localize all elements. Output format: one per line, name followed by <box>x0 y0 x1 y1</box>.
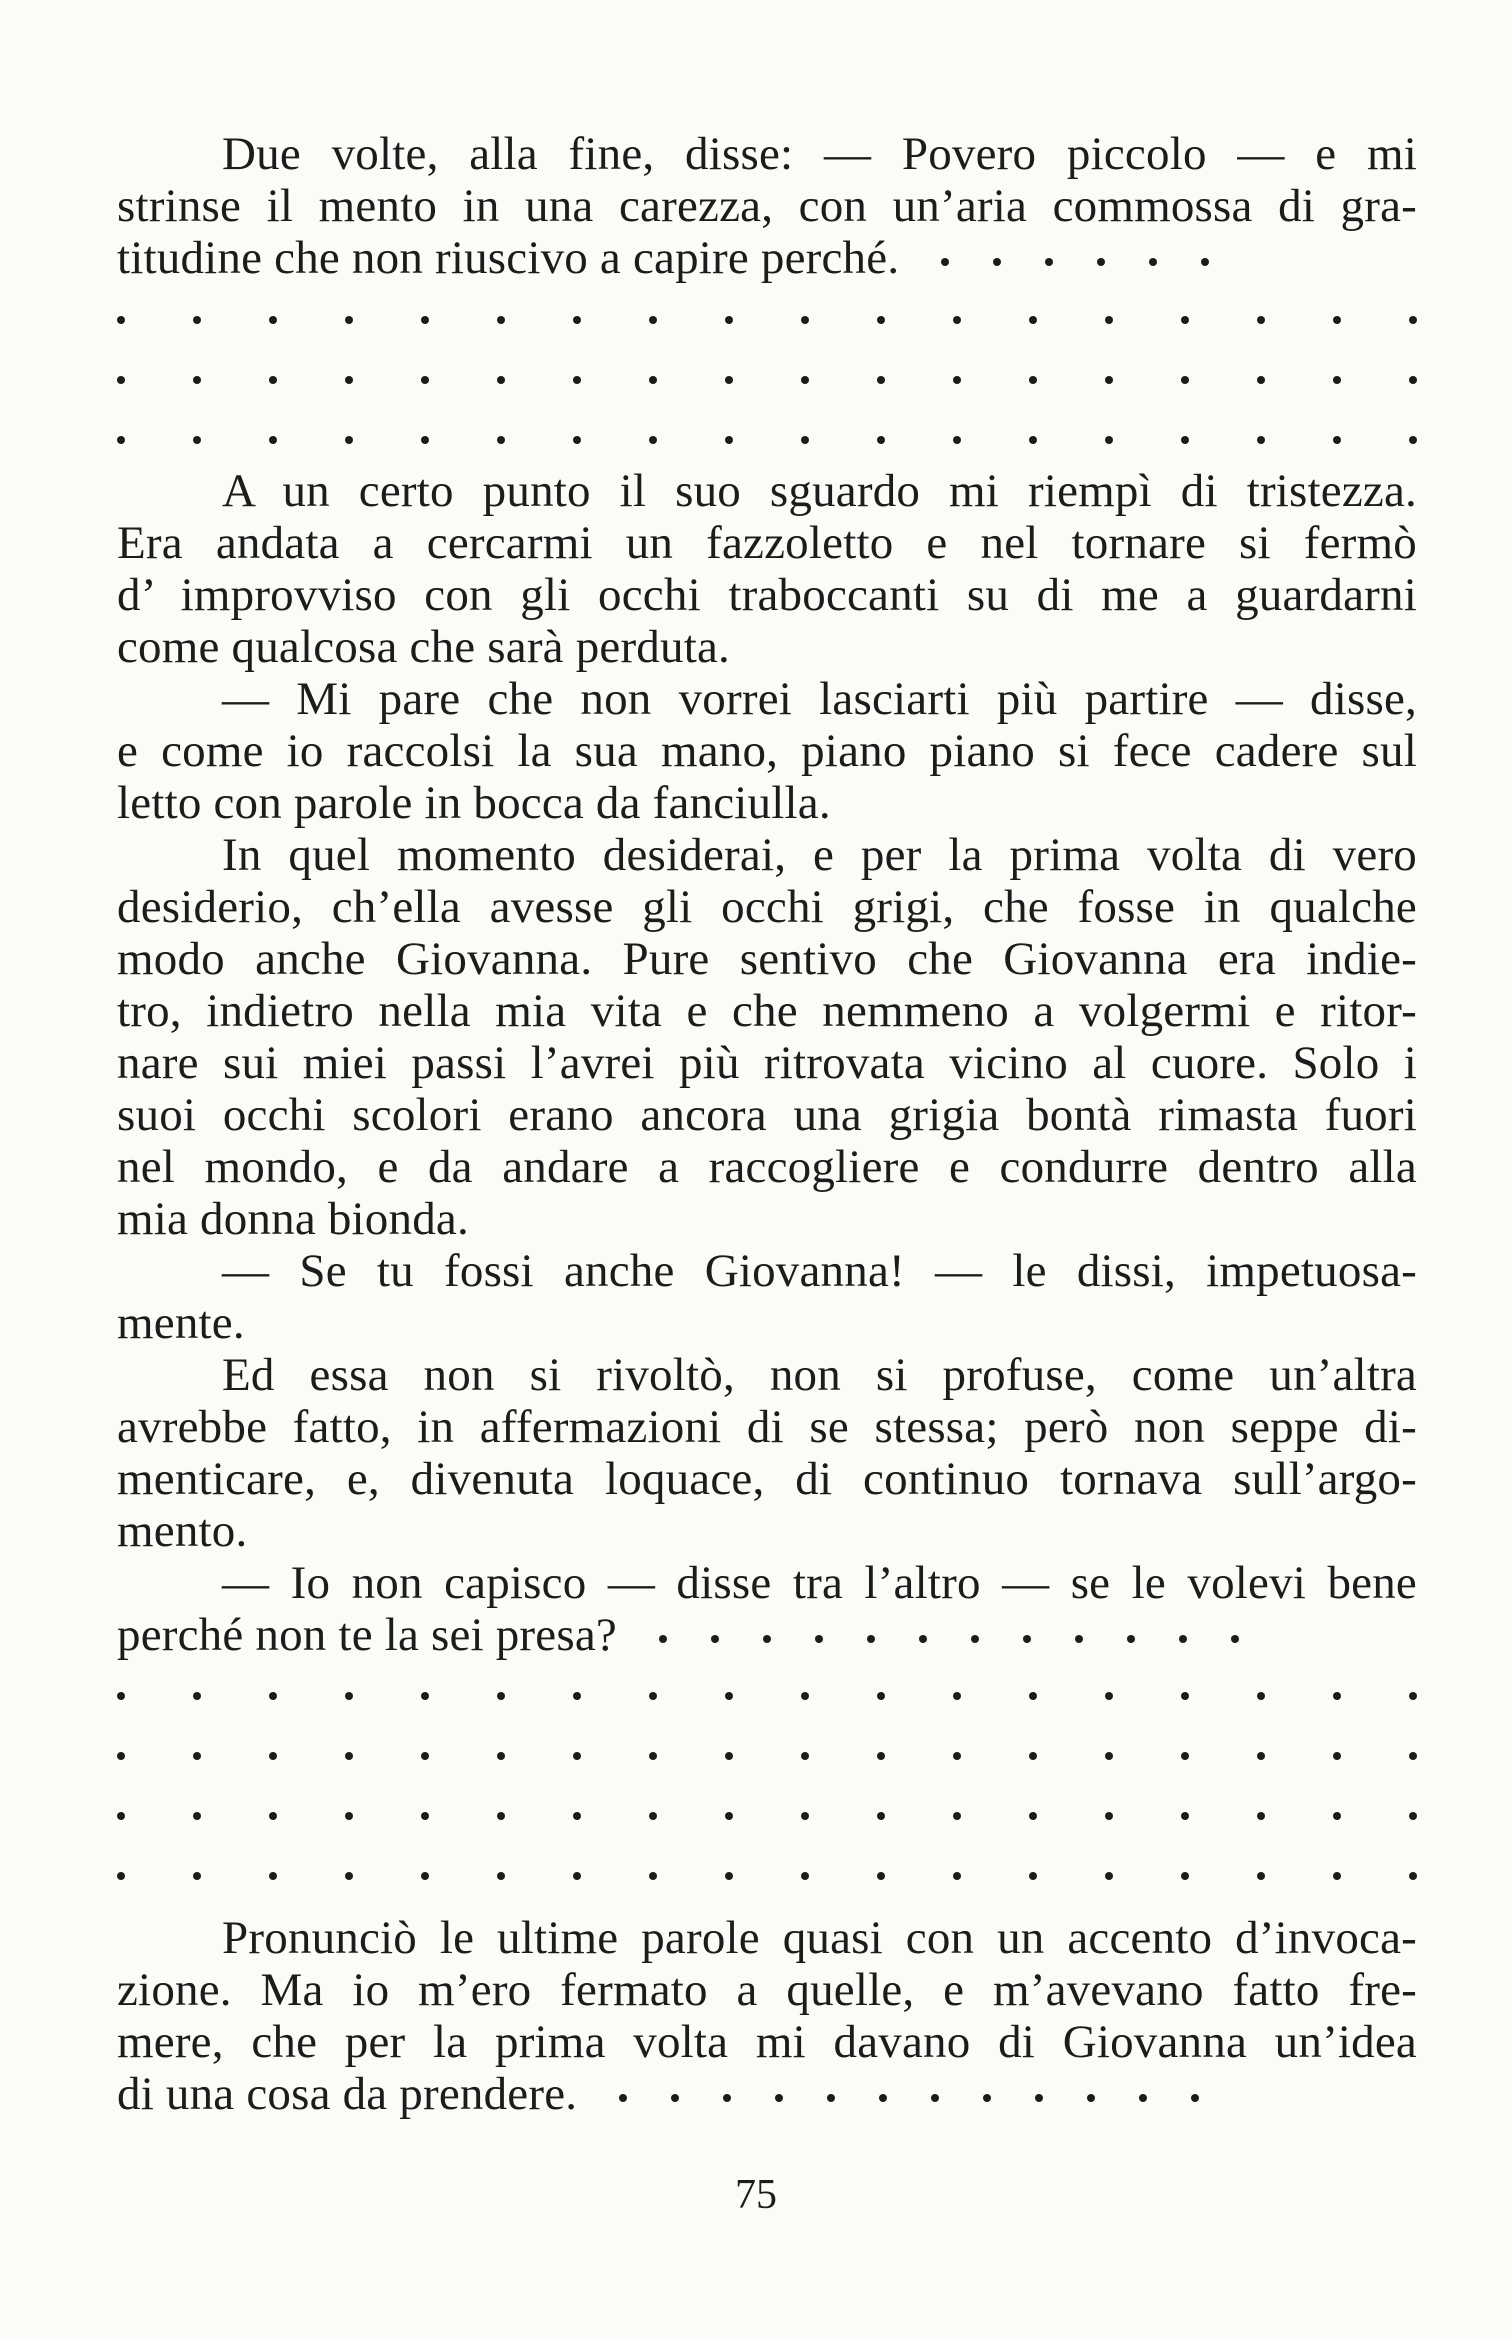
ellipsis-row <box>117 1790 1417 1842</box>
text-line: nel mondo, e da andare a raccogliere e condurre dentro alla <box>117 1141 1417 1193</box>
text-line: desiderio, ch’ella avesse gli occhi grigi, che fosse in qualche <box>117 881 1417 933</box>
ellipsis-row <box>117 1670 1417 1722</box>
text-line: Due volte, alla fine, disse: — Povero piccolo — e mi <box>222 128 1417 180</box>
text-line <box>117 2068 1417 2120</box>
text-line: mente. <box>117 1297 245 1349</box>
text-line: Ed essa non si rivoltò, non si profuse, come un’altra <box>222 1349 1417 1401</box>
text-line: modo anche Giovanna. Pure sentivo che Giovanna era indie- <box>117 933 1417 985</box>
text-line: — Se tu fossi anche Giovanna! — le dissi, impetuosa- <box>222 1245 1417 1297</box>
text-line: menticare, e, divenuta loquace, di continuo tornava sull’argo- <box>117 1453 1417 1505</box>
text-line <box>117 232 1417 284</box>
text-line <box>117 1609 1417 1661</box>
text-line: A un certo punto il suo sguardo mi riempì di tristezza. <box>222 465 1417 517</box>
ellipsis-dots <box>919 232 1231 284</box>
text-line-content: di una cosa da prendere. <box>117 2068 578 2120</box>
text-line: Era andata a cercarmi un fazzoletto e nel tornare si fermò <box>117 517 1417 569</box>
text-line: mento. <box>117 1505 248 1557</box>
text-line: In quel momento desiderai, e per la prima volta di vero <box>222 829 1417 881</box>
text-line: strinse il mento in una carezza, con un’aria commossa di gra- <box>117 180 1417 232</box>
ellipsis-dots <box>597 2068 1221 2120</box>
ellipsis-dots <box>637 1609 1261 1661</box>
text-line: nare sui miei passi l’avrei più ritrovata vicino al cuore. Solo i <box>117 1037 1417 1089</box>
ellipsis-row <box>117 1850 1417 1902</box>
text-line: — Io non capisco — disse tra l’altro — se le volevi bene <box>222 1557 1417 1609</box>
ellipsis-row <box>117 1730 1417 1782</box>
text-line-content: perché non te la sei presa? <box>117 1609 617 1661</box>
text-line: Pronunciò le ultime parole quasi con un accento d’invoca- <box>222 1912 1417 1964</box>
ellipsis-row <box>117 414 1417 466</box>
text-line: mia donna bionda. <box>117 1193 469 1245</box>
ellipsis-row <box>117 354 1417 406</box>
text-line: suoi occhi scolori erano ancora una grigia bontà rimasta fuori <box>117 1089 1417 1141</box>
ellipsis-row <box>117 294 1417 346</box>
text-line: e come io raccolsi la sua mano, piano piano si fece cadere sul <box>117 725 1417 777</box>
text-line: avrebbe fatto, in affermazioni di se stessa; però non seppe di- <box>117 1401 1417 1453</box>
text-line-content: titudine che non riuscivo a capire perché. <box>117 232 900 284</box>
text-line: — Mi pare che non vorrei lasciarti più partire — disse, <box>222 673 1417 725</box>
text-line: tro, indietro nella mia vita e che nemmeno a volgermi e ritor- <box>117 985 1417 1037</box>
text-line: mere, che per la prima volta mi davano di Giovanna un’idea <box>117 2016 1417 2068</box>
text-line: come qualcosa che sarà perduta. <box>117 621 730 673</box>
page-number: 75 <box>735 2172 777 2218</box>
text-line: zione. Ma io m’ero fermato a quelle, e m’avevano fatto fre- <box>117 1964 1417 2016</box>
text-line: d’ improvviso con gli occhi traboccanti su di me a guardarni <box>117 569 1417 621</box>
text-line: letto con parole in bocca da fanciulla. <box>117 777 831 829</box>
